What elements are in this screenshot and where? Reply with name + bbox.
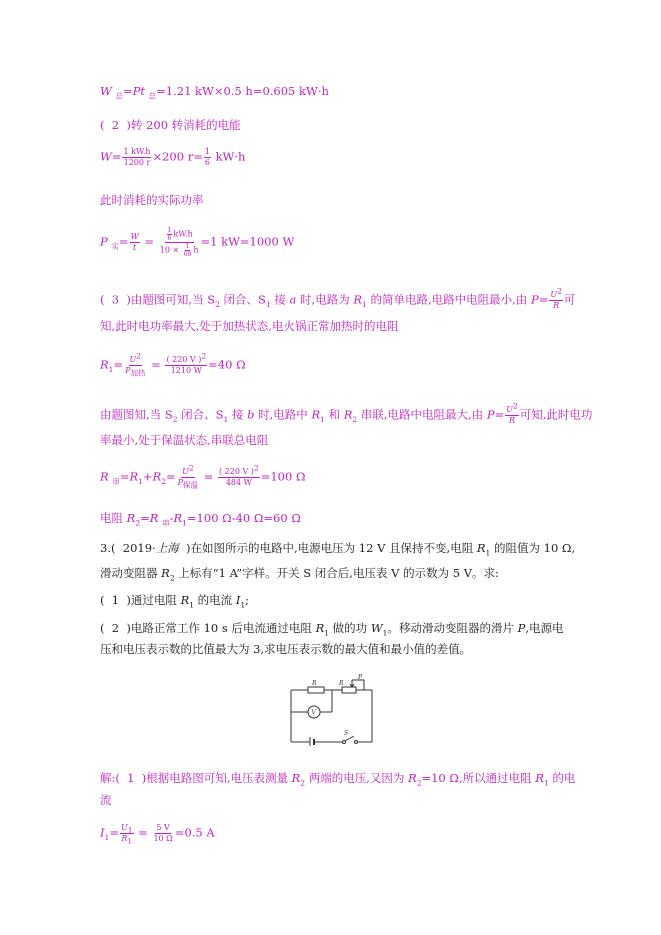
resistor-r1: [308, 687, 324, 693]
line-subquestion-2: ( 2 )转 200 转消耗的电能: [100, 118, 241, 132]
line-solution-1: 解:( 1 )根据电路图可知,电压表测量 $R_2$ 两端的电压,又因为 $R_2=10$ Ω,所以通过电阻 $R_1$ 的电: [100, 771, 576, 788]
slider-p: [350, 680, 364, 690]
circuit-diagram: [288, 674, 378, 746]
label-r1: R: [312, 680, 317, 687]
label-s: S: [344, 730, 349, 737]
line-series-a: 由题图知,当 $S_2$ 闭合、$S_1$ 接 b 时,电路中 $R_1$ 和 $R_2$ 串联,电路中电阻最大,由 P= $\frac{U^2}{R}$ 可知,此时电功: [100, 401, 593, 425]
line-question-3-part2: ( 2 )电路正常工作 10 s 后电流通过电阻 $R_1$ 做的功 $W_1$。移动滑动变阻器的滑片 P,电源电: [100, 621, 564, 638]
line-series-resistance: R $_串=R_1+R_2=$ $\frac{U^2}{P_{保温}}$ = $\frac{( 220 V )^2}{484 W}$ =100 Ω: [100, 463, 306, 490]
line-actual-power-formula: P $_实$= $\frac{W}{t}$ = $\frac{1}{6}$ kW.h 10 × $\frac{1}{60}$ h =1 kW=1000 W: [100, 227, 295, 258]
line-question-3: 3.( 2019·上海 )在如图所示的电路中,电源电压为 12 V 且保持不变,电阻 $R_1$ 的阻值为 10 Ω,: [100, 541, 576, 558]
line-solution-1-b: 流: [100, 793, 112, 807]
label-v: V: [311, 709, 316, 717]
line-work-total: W $_总$=Pt $_总$=1.21 kW×0.5 h=0.605 kW·h: [100, 84, 329, 101]
label-r2: R: [339, 680, 344, 687]
line-r2-result: 电阻 $R_2=R$ $_串-R_1=100$ Ω-40 Ω=60 Ω: [100, 511, 301, 528]
line-series-b: 率最小,处于保温状态,串联总电阻: [100, 433, 269, 447]
line-energy-formula: W= $\frac{1 kW.h}{1200 r}$ ×200 r= $\frac{1}{6}$ kW·h: [100, 147, 246, 167]
line-part3-a: ( 3 )由题图可知,当 $S_2$ 闭合、$S_1$ 接 a 时,电路为 $R_1$ 的简单电路,电路中电阻最小,由 P= $\frac{U^2}{R}$ 可: [100, 286, 576, 310]
line-part3-b: 知,此时电功率最大,处于加热状态,电火锅正常加热时的电阻: [100, 319, 399, 333]
line-actual-power-heading: 此时消耗的实际功率: [100, 193, 204, 207]
line-question-3-part2-b: 压和电压表示数的比值最大为 3,求电压表示数的最大值和最小值的差值。: [100, 642, 472, 656]
rheostat-r2: [342, 687, 356, 693]
line-question-3-part1: ( 1 )通过电阻 $R_1$ 的电流 $I_1$;: [100, 593, 250, 610]
line-heating-resistance: $R_1=$ $\frac{U^2}{P_{加热}}$ = $\frac{( 220 V )^2}{1210 W}$ =40 Ω: [100, 351, 246, 378]
line-question-3-b: 滑动变阻器 $R_2$ 上标有“1 A”字样。开关 S 闭合后,电压表 V 的示数为 5 V。求:: [100, 566, 499, 583]
label-p: P: [358, 674, 363, 681]
line-current-formula: $I_1=$ $\frac{U_1}{R_1}$ = $\frac{5 V}{10 \Omega}$ =0.5 A: [100, 823, 215, 846]
